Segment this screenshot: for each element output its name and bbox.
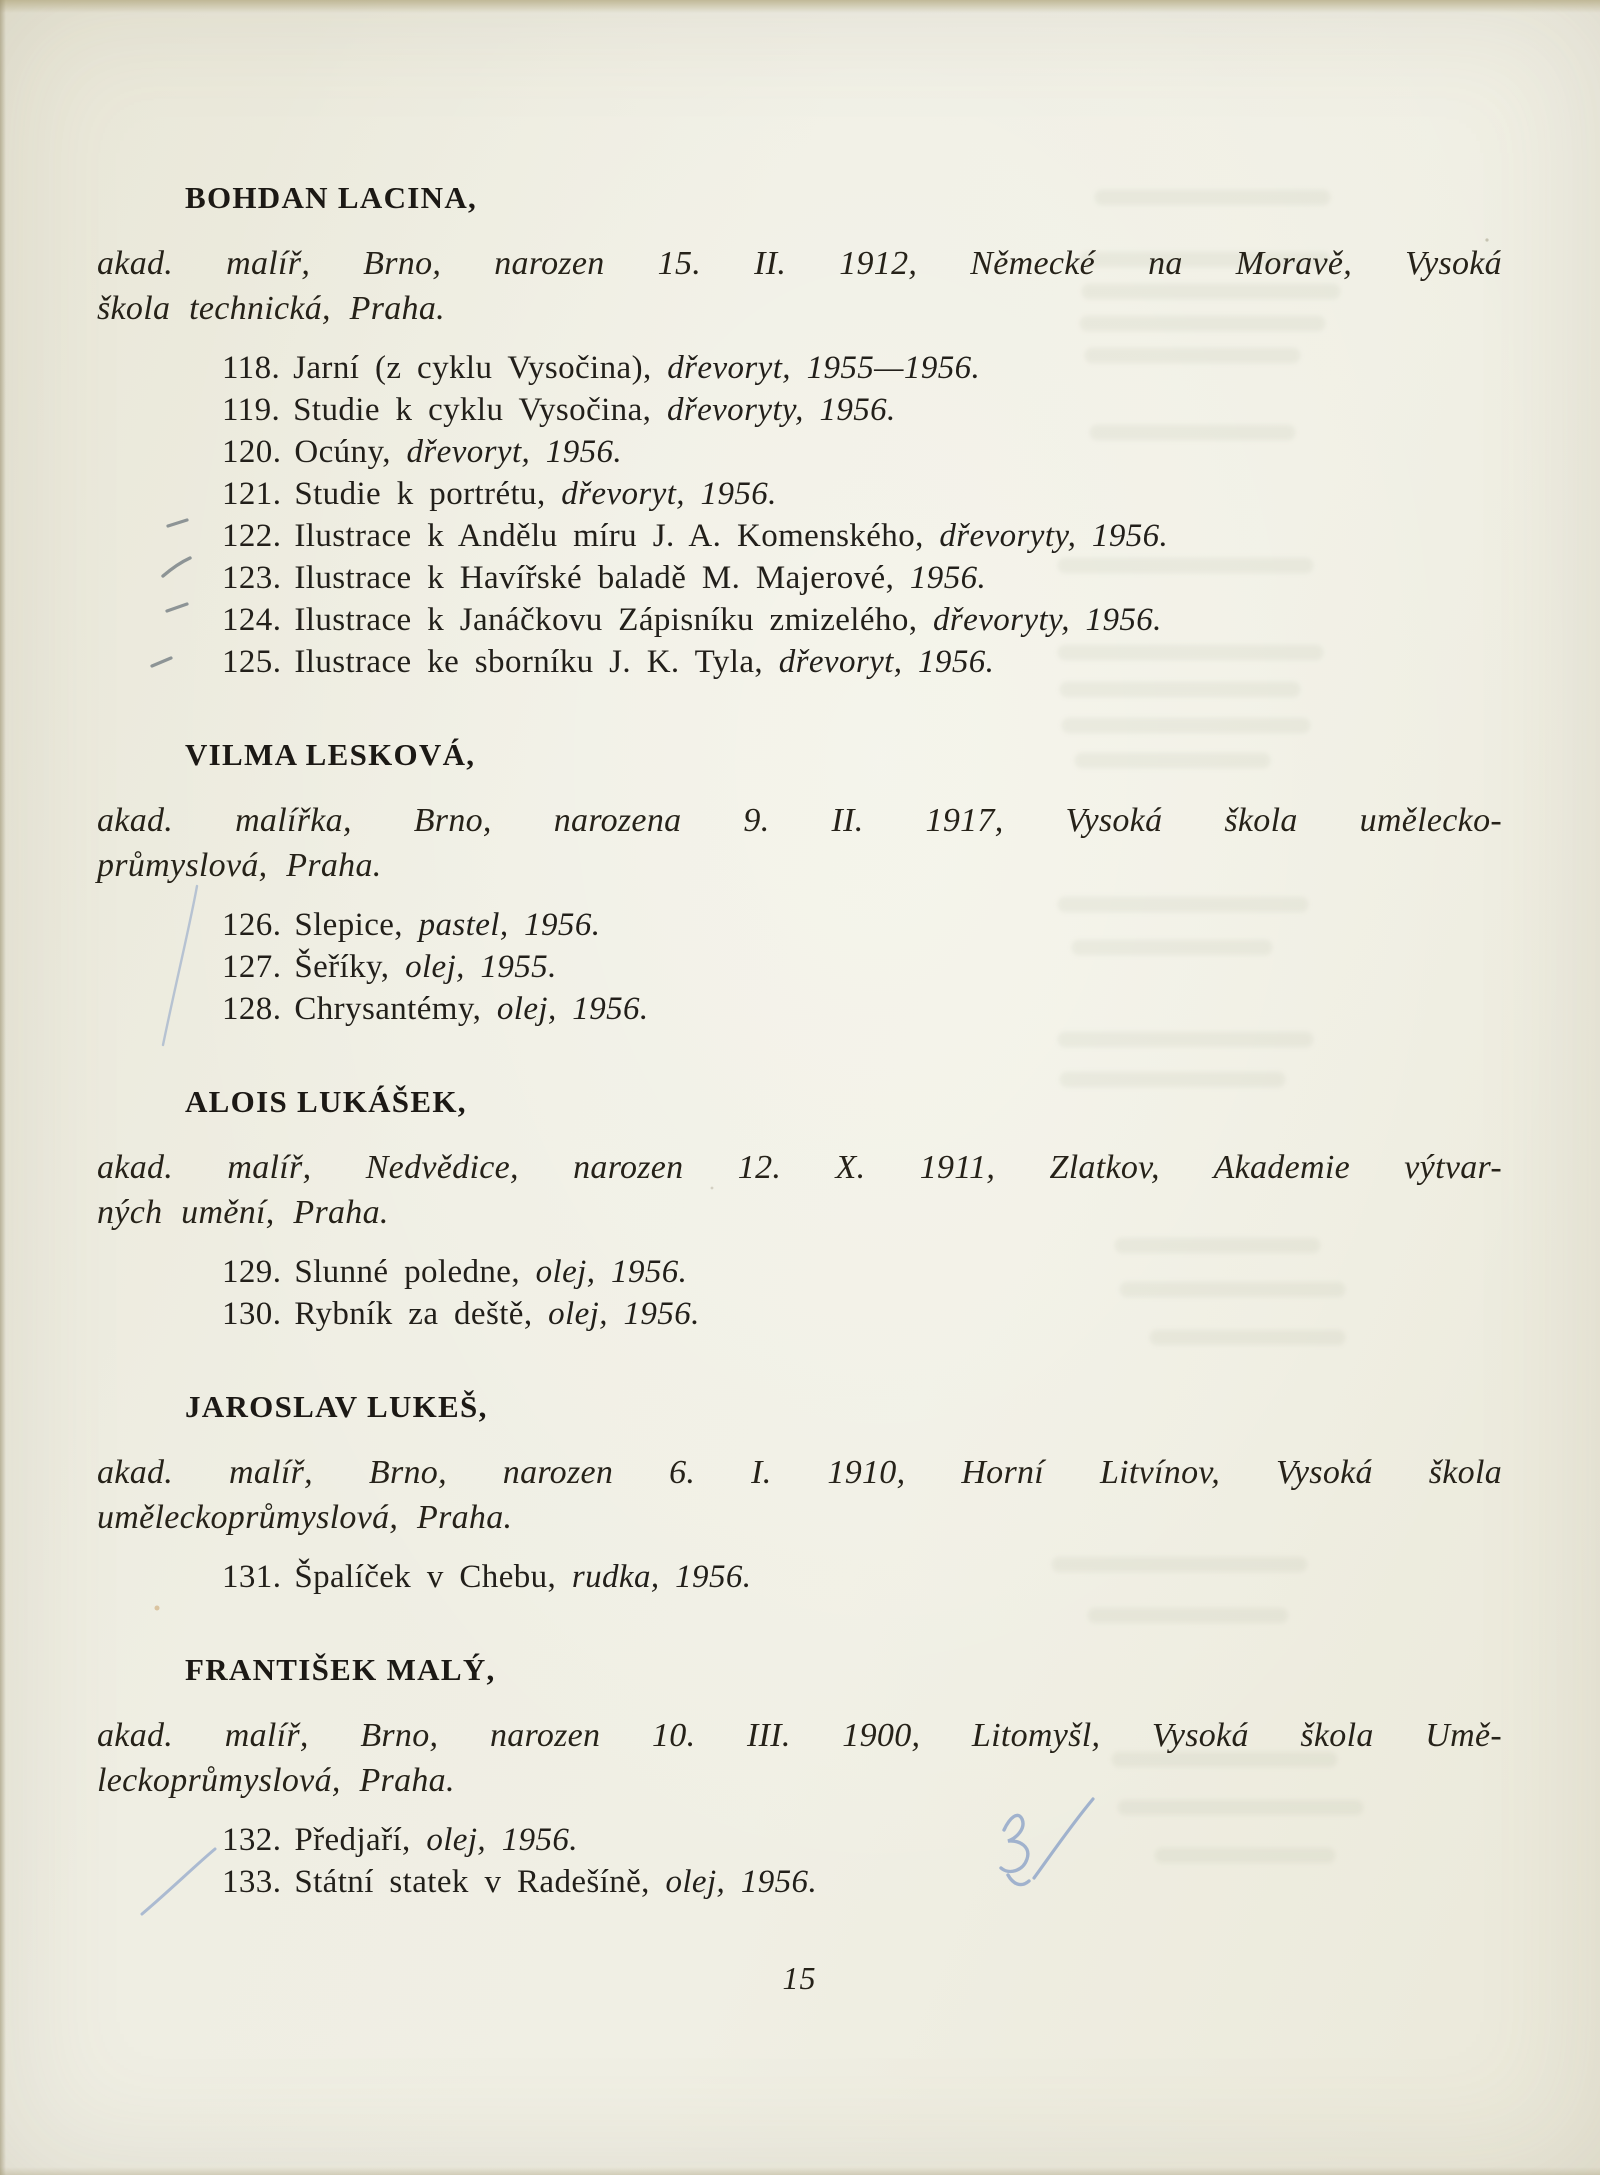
item-number: 119.: [222, 392, 281, 428]
catalog-item: [97, 1293, 1502, 1335]
bio-line: průmyslová, Praha.: [97, 847, 382, 884]
item-title: Špalíček v Chebu,: [294, 1559, 557, 1595]
artist-bio: [97, 798, 1502, 888]
catalog-item: [97, 1251, 1502, 1293]
artist-bio: [97, 241, 1502, 331]
bio-line: akad. malíř, Brno, narozen 6. I. 1910, Horní Litvínov, Vysoká škola: [97, 1454, 1502, 1491]
catalog-item: [97, 1819, 1502, 1861]
bio-line: škola technická, Praha.: [97, 290, 445, 327]
item-title: Jarní (z cyklu Vysočina),: [293, 350, 652, 386]
item-title: Slepice,: [294, 907, 403, 943]
catalog-item-list: [97, 904, 1502, 1030]
item-number: 125.: [222, 644, 282, 680]
item-medium-year: 1956.: [909, 560, 987, 596]
item-medium-year: dřevoryt, 1956.: [561, 476, 777, 512]
item-medium-year: rudka, 1956.: [571, 1559, 752, 1595]
catalog-item-list: [97, 1556, 1502, 1598]
item-number: 126.: [222, 907, 282, 943]
item-number: 123.: [222, 560, 282, 596]
item-title: Ilustrace k Janáčkovu Zápisníku zmizelého,: [294, 602, 918, 638]
bio-line: uměleckoprůmyslová, Praha.: [97, 1499, 513, 1536]
item-number: 122.: [222, 518, 282, 554]
catalog-item: [97, 1556, 1502, 1598]
page-content: [97, 0, 1502, 1997]
item-title: Státní statek v Radešíně,: [294, 1864, 650, 1900]
item-medium-year: olej, 1956.: [665, 1864, 818, 1900]
item-number: 132.: [222, 1822, 282, 1858]
item-number: 128.: [222, 991, 282, 1027]
artist-name-heading: ALOIS LUKÁŠEK,: [185, 1084, 467, 1119]
item-medium-year: dřevoryty, 1956.: [939, 518, 1169, 554]
item-number: 130.: [222, 1296, 282, 1332]
artist-section: [97, 1391, 1502, 1598]
item-medium-year: dřevoryt, 1956.: [406, 434, 623, 470]
artist-bio: [97, 1713, 1502, 1803]
catalog-item: [97, 1861, 1502, 1903]
artist-name-heading: BOHDAN LACINA,: [185, 180, 478, 215]
item-number: 131.: [222, 1559, 282, 1595]
catalog-item: [97, 988, 1502, 1030]
artist-name-heading: JAROSLAV LUKEŠ,: [185, 1389, 488, 1424]
artist-section: [97, 182, 1502, 683]
catalog-item-list: [97, 1251, 1502, 1335]
bio-line: ných umění, Praha.: [97, 1194, 389, 1231]
item-medium-year: pastel, 1956.: [418, 907, 601, 943]
catalog-item: [97, 515, 1502, 557]
bio-line: leckoprůmyslová, Praha.: [97, 1762, 455, 1799]
artist-section: [97, 739, 1502, 1030]
item-title: Studie k portrétu,: [294, 476, 546, 512]
item-title: Šeříky,: [294, 949, 390, 985]
bio-line: akad. malíř, Brno, narozen 10. III. 1900, Litomyšl, Vysoká škola Umě-: [97, 1717, 1502, 1754]
page-number: 15: [782, 1960, 817, 1996]
item-title: Předjaří,: [294, 1822, 411, 1858]
catalog-item-list: [97, 1819, 1502, 1903]
item-medium-year: dřevoryty, 1956.: [933, 602, 1162, 638]
item-medium-year: olej, 1955.: [405, 949, 557, 985]
item-medium-year: dřevoryt, 1956.: [778, 644, 995, 680]
artist-name-heading: VILMA LESKOVÁ,: [185, 737, 476, 772]
item-title: Ocúny,: [294, 434, 391, 470]
item-number: 133.: [222, 1864, 282, 1900]
item-title: Ilustrace ke sborníku J. K. Tyla,: [294, 644, 764, 680]
item-title: Ilustrace k Havířské baladě M. Majerové,: [294, 560, 895, 596]
item-medium-year: olej, 1956.: [535, 1254, 688, 1290]
item-number: 127.: [222, 949, 282, 985]
bio-line: akad. malířka, Brno, narozena 9. II. 1917, Vysoká škola umělecko-: [97, 802, 1502, 839]
item-title: Studie k cyklu Vysočina,: [293, 392, 652, 428]
artist-name-heading: FRANTIŠEK MALÝ,: [185, 1652, 496, 1687]
page-left-edge: [0, 0, 6, 2175]
catalog-item: [97, 904, 1502, 946]
bio-line: akad. malíř, Nedvědice, narozen 12. X. 1911, Zlatkov, Akademie výtvar-: [97, 1149, 1502, 1186]
bio-line: akad. malíř, Brno, narozen 15. II. 1912, Německé na Moravě, Vysoká: [97, 245, 1502, 282]
catalog-item: [97, 599, 1502, 641]
item-medium-year: olej, 1956.: [496, 991, 649, 1027]
artist-bio: [97, 1145, 1502, 1235]
item-medium-year: olej, 1956.: [548, 1296, 700, 1332]
item-number: 120.: [222, 434, 282, 470]
artist-section: [97, 1654, 1502, 1903]
item-medium-year: olej, 1956.: [426, 1822, 578, 1858]
page-bottom-edge: [0, 2167, 1600, 2175]
item-medium-year: dřevoryty, 1956.: [666, 392, 896, 428]
artist-section: [97, 1086, 1502, 1335]
item-number: 124.: [222, 602, 282, 638]
item-title: Chrysantémy,: [294, 991, 482, 1027]
catalog-item: [97, 431, 1502, 473]
item-number: 121.: [222, 476, 282, 512]
item-number: 129.: [222, 1254, 282, 1290]
item-title: Slunné poledne,: [294, 1254, 520, 1290]
catalog-item: [97, 641, 1502, 683]
catalog-item: [97, 946, 1502, 988]
item-medium-year: dřevoryt, 1955—1956.: [667, 350, 981, 386]
item-title: Rybník za deště,: [294, 1296, 533, 1332]
item-title: Ilustrace k Andělu míru J. A. Komenského,: [294, 518, 924, 554]
item-number: 118.: [222, 350, 281, 386]
catalog-item-list: [97, 347, 1502, 683]
catalog-item: [97, 347, 1502, 389]
catalog-item: [97, 389, 1502, 431]
catalog-item: [97, 473, 1502, 515]
catalog-item: [97, 557, 1502, 599]
artist-bio: [97, 1450, 1502, 1540]
